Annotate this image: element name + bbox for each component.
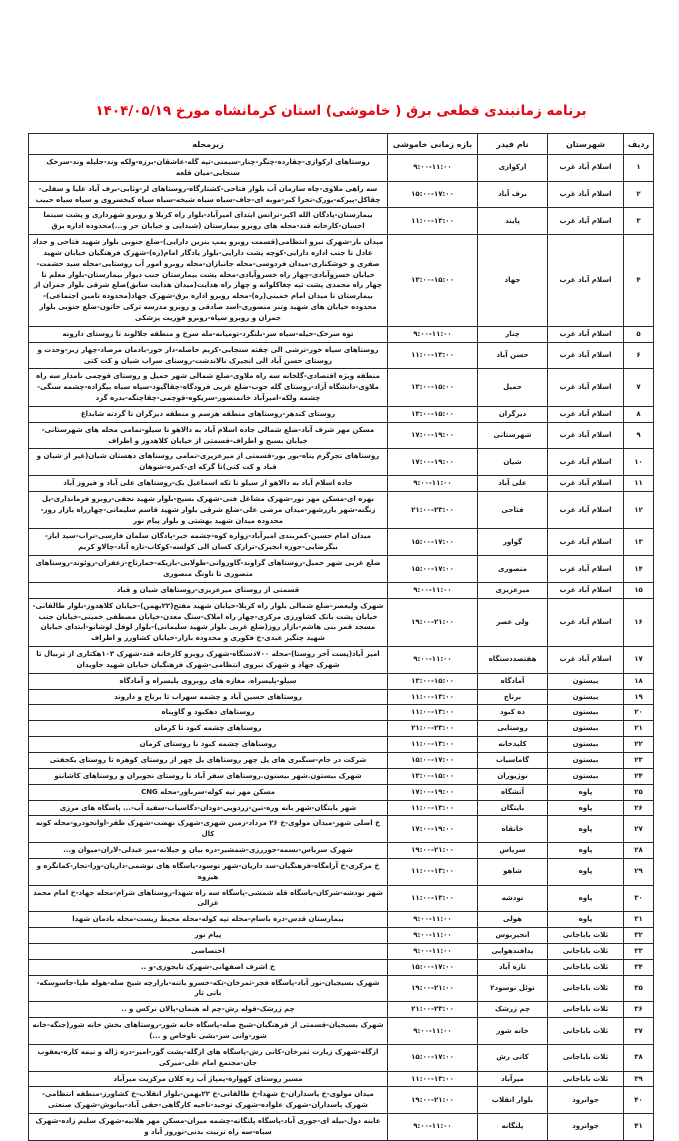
cell-area: سه راهی ملاوی-چاه سازمان آب بلوار فتاحی-کشتارگاه-روستاهای لر-وثابی-برف آباد علیا و سفلی-چقاکل-پیرکه-بورک-تجرا کبر-موبه ای-جاف-سیاه سیاه شیخه-سیاه سیاه کیخسروی و سیاه سیاه حبیب	[29, 181, 388, 208]
cell-time: ۹:۰۰-۱۱:۰۰	[388, 326, 478, 342]
table-row	[29, 975, 654, 1002]
table-row	[29, 1071, 654, 1087]
cell-feeder: شیان	[478, 449, 548, 476]
table-row	[29, 326, 654, 342]
cell-row: ۳۰	[624, 885, 654, 912]
cell-county: پاوه	[548, 912, 624, 928]
cell-county: اسلام آباد غرب	[548, 235, 624, 327]
cell-area: روستاهای تجرگرم پناه-بور بور-قسمتی از میرعزیزی-تمامی روستاهای دهستان شیان(غیر از شیان و قباد و کت کتی)تا گرکه ای-کمره-شوهان	[29, 449, 388, 476]
cell-county: اسلام آباد غرب	[548, 476, 624, 492]
cell-area: شهر بایتگان-شهر بانه وره-تین-زردویی-دودان-دگاسیاب-سفید آب-... پاسگاه های مرزی	[29, 800, 388, 816]
cell-area: چم زرشک-قوله رش-چم له هنمان-پالان نرکس و ..	[29, 1002, 388, 1018]
header-time: بازه زمانی خاموشی	[388, 134, 478, 155]
cell-area: شهرک بسیجیان-قسمتی از فرهنگیان-شیخ صله-پاسگاه خانه شور-روستاهای بخش خانه شور(جنگه-خانه شور-وانی سر-بشی ناوخاص و ...)	[29, 1018, 388, 1045]
table-header	[29, 134, 654, 155]
table-row	[29, 235, 654, 327]
cell-feeder: شاهو	[478, 858, 548, 885]
table-row	[29, 598, 654, 646]
cell-time: ۱۷:۰۰-۱۹:۰۰	[388, 422, 478, 449]
cell-feeder: خانقاه	[478, 816, 548, 843]
cell-county: بیستون	[548, 768, 624, 784]
table-row	[29, 342, 654, 369]
cell-row: ۳۴	[624, 959, 654, 975]
cell-row: ۳۳	[624, 943, 654, 959]
cell-time: ۲۱:۰۰-۲۳:۰۰	[388, 1002, 478, 1018]
cell-county: اسلام آباد غرب	[548, 155, 624, 182]
cell-area: سیلو-پلیسراه. مغازه های روبروی پلیسراه و آمادگاه	[29, 673, 388, 689]
cell-time: ۹:۰۰-۱۱:۰۰	[388, 912, 478, 928]
cell-feeder: ولی عصر	[478, 598, 548, 646]
cell-time: ۱۵:۰۰-۱۷:۰۰	[388, 1044, 478, 1071]
cell-feeder: چم زرشک	[478, 1002, 548, 1018]
cell-row: ۱	[624, 155, 654, 182]
cell-time: ۱۹:۰۰-۲۱:۰۰	[388, 598, 478, 646]
cell-row: ۳۱	[624, 912, 654, 928]
cell-feeder: خانه شور	[478, 1018, 548, 1045]
cell-area: بهره ای-مسکن مهر نور-شهرک مشاغل فنی-شهرک بسیج-بلوار شهید نجفی-روبرو فرمانداری-پل زنگنه-شهر بازرشهر-میدان مرضی علی-ضلع شرقی بلوار شهید قاسم سلیمانی-چهارراه بازار روز-محدوده میدان شهید بهشتی و بلوار پیام نور	[29, 491, 388, 529]
cell-county: اسلام آباد غرب	[548, 369, 624, 407]
cell-row: ۲۲	[624, 737, 654, 753]
cell-county: ثلاث باباجانی	[548, 1018, 624, 1045]
cell-row: ۹	[624, 422, 654, 449]
table-row	[29, 784, 654, 800]
cell-area: روستای کندهر-روستاهای منطقه هرسم و منطقه دیزگران تا گردنه شابداغ	[29, 406, 388, 422]
cell-row: ۵	[624, 326, 654, 342]
header-row	[29, 134, 654, 155]
cell-time: ۱۱:۰۰-۱۳:۰۰	[388, 1071, 478, 1087]
cell-area: روستاهای ارکوازی-چقارده-چنگر-چنار-سیمنی-تپه گله-عاشقان-برزه-ولکه وند-جلیله وند-سرخک سنجابی-میان قلعه	[29, 155, 388, 182]
table-row	[29, 705, 654, 721]
cell-row: ۳۸	[624, 1044, 654, 1071]
cell-area: ازگله-شهرک زیارت ثمرخان-کانی رش-پاسگاه های ازگله-پشت گور-امیر-دره ژاله و نیمه کاره-یعقوب جان-مجتمع امام علی-میرکی	[29, 1044, 388, 1071]
table-row	[29, 529, 654, 556]
cell-row: ۳۲	[624, 928, 654, 944]
cell-time: ۱۹:۰۰-۲۱:۰۰	[388, 975, 478, 1002]
outage-schedule-table	[28, 133, 654, 1141]
cell-feeder: توئل نوسود۲	[478, 975, 548, 1002]
cell-county: اسلام آباد غرب	[548, 598, 624, 646]
cell-area: خ اشرف اصفهانی-شهرک تایجوزی-و ..	[29, 959, 388, 975]
cell-row: ۱۵	[624, 582, 654, 598]
cell-feeder: تازه آباد	[478, 959, 548, 975]
table-row	[29, 155, 654, 182]
table-row	[29, 422, 654, 449]
cell-row: ۳۵	[624, 975, 654, 1002]
cell-county: اسلام آباد غرب	[548, 556, 624, 583]
cell-county: پاوه	[548, 885, 624, 912]
cell-time: ۱۳:۰۰-۱۵:۰۰	[388, 235, 478, 327]
cell-area: روستاهای چشمه کبود تا کرمان	[29, 721, 388, 737]
cell-row: ۳	[624, 208, 654, 235]
cell-feeder: میرآباد	[478, 1071, 548, 1087]
table-row	[29, 208, 654, 235]
cell-area: امیر آباد(پست آخر روستا)-محله ۷۰۰دستگاه-شهرک روبرو کارخانه قند-شهرک ۱۰۳هکتاری از تربیال تا شهرک جهاد و شهرک نیروی انتظامی-شهرک فرهنگیان خیابان شهید جاویدان	[29, 647, 388, 674]
cell-time: ۱۱:۰۰-۱۳:۰۰	[388, 858, 478, 885]
cell-area: شرکت در جام-سنگبری های پل چهر روستاهای پل چهر از روستای کوهره تا روستای یکجفتی	[29, 752, 388, 768]
cell-area: ضلع غربی شهر حمیل-روستاهای گراوند-گاوروانی-طولابی-بازیکه-خمارتاج-زعفران-روئوند-روستاهای منصوری تا ناونگ منصوری	[29, 556, 388, 583]
cell-feeder: شهرستانی	[478, 422, 548, 449]
cell-time: ۹:۰۰-۱۱:۰۰	[388, 582, 478, 598]
cell-county: پاوه	[548, 858, 624, 885]
cell-row: ۸	[624, 406, 654, 422]
cell-feeder: دیزگران	[478, 406, 548, 422]
cell-row: ۱۲	[624, 491, 654, 529]
cell-row: ۳۹	[624, 1071, 654, 1087]
cell-area: بیمارستان-پادگان الله اکبر-ترانس ابتدای امیرآباد-بلوار راه کربلا و روبرو شهرداری و پشت سینما احسان-کارخانه قند-محله های روبرو بیمارستان (شیدایی و خیابان حر و...)محدوده اداره برق	[29, 208, 388, 235]
cell-time: ۱۷:۰۰-۱۹:۰۰	[388, 784, 478, 800]
cell-feeder: پدافندهوایی	[478, 943, 548, 959]
table-row	[29, 1087, 654, 1114]
cell-county: اسلام آباد غرب	[548, 582, 624, 598]
cell-county: اسلام آباد غرب	[548, 342, 624, 369]
cell-area: روستاهای حسین آباد و چشمه سهراب تا برناج و داروند	[29, 689, 388, 705]
cell-area: خ اصلی شهر-میدان مولوی-خ ۲۶ مرداد-زمین شهری-شهرک نهضت-شهرک ظفر-اوانخودرو-محله کونه کال	[29, 816, 388, 843]
table-row	[29, 721, 654, 737]
table-row	[29, 768, 654, 784]
cell-row: ۱۴	[624, 556, 654, 583]
cell-feeder: بایتگان	[478, 800, 548, 816]
cell-county: جوانرود	[548, 1087, 624, 1114]
cell-row: ۶	[624, 342, 654, 369]
table-row	[29, 1002, 654, 1018]
cell-row: ۲۵	[624, 784, 654, 800]
cell-time: ۱۹:۰۰-۲۱:۰۰	[388, 1087, 478, 1114]
cell-feeder: میرعزیزی	[478, 582, 548, 598]
table-row	[29, 912, 654, 928]
cell-feeder: نودشه	[478, 885, 548, 912]
cell-time: ۱۷:۰۰-۱۹:۰۰	[388, 449, 478, 476]
cell-county: اسلام آباد غرب	[548, 491, 624, 529]
table-row	[29, 476, 654, 492]
table-body	[29, 155, 654, 1141]
cell-county: بیستون	[548, 673, 624, 689]
table-row	[29, 816, 654, 843]
cell-row: ۴۱	[624, 1114, 654, 1141]
table-row	[29, 928, 654, 944]
cell-feeder: گاماسیاب	[478, 752, 548, 768]
cell-county: اسلام آباد غرب	[548, 181, 624, 208]
cell-area: شهرک ولیعصر-ضلع شمالی بلوار راه کربلا-خیابان شهید مفتح(۲۲بهمن)-خیابان کلاهدوز-بلوار طالقانی-خیابان پشت بانک کشاورزی مرکزی-چهار راه املاک-سنگ معدن-خیابان مصطفی خمینی-خیابان جنب مسجد قمر بنی هاشم-بازار روز(ضلع غربی بلوار شهید سلیمانی)-بلوار لوفل لوشانو-ابتدای خیابان شهید چنگیز عبدی-خ فکوری و محدوده بازار-خیابان کشاورز و اطراف	[29, 598, 388, 646]
cell-row: ۷	[624, 369, 654, 407]
cell-county: اسلام آباد غرب	[548, 406, 624, 422]
cell-area: قسمتی از روستای میرعزیزی-روستاهای شیان و قباد	[29, 582, 388, 598]
cell-feeder: گواور	[478, 529, 548, 556]
cell-feeder: نوژیوران	[478, 768, 548, 784]
cell-county: پاوه	[548, 784, 624, 800]
cell-feeder: برف آباد	[478, 181, 548, 208]
cell-time: ۱۹:۰۰-۲۱:۰۰	[388, 843, 478, 859]
cell-time: ۹:۰۰-۱۱:۰۰	[388, 647, 478, 674]
cell-county: جوانرود	[548, 1114, 624, 1141]
table-row	[29, 737, 654, 753]
cell-time: ۱۱:۰۰-۱۳:۰۰	[388, 689, 478, 705]
cell-time: ۱۱:۰۰-۱۳:۰۰	[388, 885, 478, 912]
cell-county: اسلام آباد غرب	[548, 449, 624, 476]
cell-area: شهر نودشه-شرکان-پاسگاه قله شمشی-پاسگاه سه راه شهدا-روستاهای شرام-محله جهاد-خ امام محمد غزالی	[29, 885, 388, 912]
cell-row: ۱۸	[624, 673, 654, 689]
cell-time: ۹:۰۰-۱۱:۰۰	[388, 476, 478, 492]
cell-area: جاده اسلام آباد به دالاهو از سیلو تا تکه اسماعیل بک-روستاهای علی آباد و فیروز آباد	[29, 476, 388, 492]
cell-area: پیام نور	[29, 928, 388, 944]
cell-time: ۱۱:۰۰-۱۳:۰۰	[388, 705, 478, 721]
cell-time: ۱۷:۰۰-۱۹:۰۰	[388, 816, 478, 843]
cell-row: ۳۷	[624, 1018, 654, 1045]
cell-feeder: منصوری	[478, 556, 548, 583]
cell-county: بیستون	[548, 752, 624, 768]
cell-row: ۱۰	[624, 449, 654, 476]
cell-feeder: کانی رش	[478, 1044, 548, 1071]
cell-county: اسلام آباد غرب	[548, 647, 624, 674]
table-row	[29, 843, 654, 859]
cell-county: پاوه	[548, 843, 624, 859]
cell-feeder: پلنگانه	[478, 1114, 548, 1141]
table-row	[29, 943, 654, 959]
cell-row: ۲۳	[624, 752, 654, 768]
cell-time: ۱۳:۰۰-۱۵:۰۰	[388, 673, 478, 689]
table-row	[29, 1044, 654, 1071]
table-row	[29, 491, 654, 529]
cell-county: بیستون	[548, 737, 624, 753]
cell-row: ۳۶	[624, 1002, 654, 1018]
cell-time: ۹:۰۰-۱۱:۰۰	[388, 1018, 478, 1045]
cell-area: روستاهای چشمه کبود تا روستای کرمان	[29, 737, 388, 753]
table-row	[29, 959, 654, 975]
cell-feeder: ده کبود	[478, 705, 548, 721]
cell-area: میدان مولوی-خ پاسداران-خ شهدا-خ طالقانی-خ ۲۲بهمن-بلوار انقلاب-خ کشاورز-منطقه انتظامی-شهرک پاسداران-شهرک علواده-شهرک توحید-ناحیه کارگاهی-حقی آباد-بیانوش-شهرک صنعتی	[29, 1087, 388, 1114]
cell-county: ثلاث باباجانی	[548, 975, 624, 1002]
cell-feeder: ارکوازی	[478, 155, 548, 182]
cell-feeder: بلوار انقلاب	[478, 1087, 548, 1114]
table-row	[29, 800, 654, 816]
cell-time: ۱۵:۰۰-۱۷:۰۰	[388, 959, 478, 975]
header-feeder: نام فیدر	[478, 134, 548, 155]
cell-time: ۱۵:۰۰-۱۷:۰۰	[388, 752, 478, 768]
cell-feeder: پایند	[478, 208, 548, 235]
cell-row: ۱۷	[624, 647, 654, 674]
cell-feeder: حمیل	[478, 369, 548, 407]
cell-row: ۲۹	[624, 858, 654, 885]
cell-row: ۱۱	[624, 476, 654, 492]
cell-row: ۲۴	[624, 768, 654, 784]
cell-row: ۱۶	[624, 598, 654, 646]
cell-row: ۲	[624, 181, 654, 208]
cell-time: ۱۱:۰۰-۱۳:۰۰	[388, 800, 478, 816]
cell-county: ثلاث باباجانی	[548, 943, 624, 959]
cell-area: شهرک سریاس-نسمه-جوررزی-شمشیر-دره بیان و جیلانه-میر عبدلی-لاران-میوان و...	[29, 843, 388, 859]
header-area: زیرمحله	[29, 134, 388, 155]
cell-county: اسلام آباد غرب	[548, 422, 624, 449]
cell-area: مسکن مهر شرف آباد-ضلع شمالی جاده اسلام آباد به دالاهو تا سیلو-تمامی محله های شهرستانی-خیابان بسیج و اطراف-قسمتی از خیابان کلاهدوز و اطراف	[29, 422, 388, 449]
cell-time: ۱۵:۰۰-۱۷:۰۰	[388, 181, 478, 208]
cell-time: ۱۳:۰۰-۱۵:۰۰	[388, 768, 478, 784]
cell-time: ۱۱:۰۰-۱۳:۰۰	[388, 208, 478, 235]
cell-time: ۱۵:۰۰-۱۷:۰۰	[388, 529, 478, 556]
cell-time: ۹:۰۰-۱۱:۰۰	[388, 1114, 478, 1141]
cell-feeder: حسن آباد	[478, 342, 548, 369]
cell-row: ۲۱	[624, 721, 654, 737]
cell-time: ۱۳:۰۰-۱۵:۰۰	[388, 406, 478, 422]
cell-feeder: هولی	[478, 912, 548, 928]
cell-row: ۲۷	[624, 816, 654, 843]
cell-row: ۴	[624, 235, 654, 327]
cell-area: میدان امام حسین-کمربندی امیرآباد-زواره کوه-چشمه خبر-پادگان سلمان فارسی-تراب-سید ایاز-بیگرضایی-جوزه انجیرک-ترازک کسان الی کولسه-کوکاب-تازه آباد-چالاو کریم	[29, 529, 388, 556]
cell-row: ۲۰	[624, 705, 654, 721]
table-row	[29, 689, 654, 705]
cell-county: اسلام آباد غرب	[548, 208, 624, 235]
cell-area: اختصاصی	[29, 943, 388, 959]
cell-county: بیستون	[548, 705, 624, 721]
cell-feeder: انجیربوس	[478, 928, 548, 944]
cell-row: ۲۸	[624, 843, 654, 859]
cell-feeder: سریاس	[478, 843, 548, 859]
cell-feeder: چنار	[478, 326, 548, 342]
cell-area: مسیر روستای کهواره-پمپاژ آب زه کلان مرکزیت میرآباد	[29, 1071, 388, 1087]
cell-county: ثلاث باباجانی	[548, 1044, 624, 1071]
cell-area: روستاهای سیاه خور-ترشی الی چفته سنجابی-کریم حاصله-دار خور-بادمان مرصاد-چهار زبر-وحدت و روستای حسن آباد الی انجیرک نالاندشت-روستای سراب شیان و کت کتی	[29, 342, 388, 369]
table-row	[29, 752, 654, 768]
header-row-number: ردیف	[624, 134, 654, 155]
cell-area: مسکن مهر تپه کوله-سرباور-محله CNG	[29, 784, 388, 800]
cell-row: ۱۹	[624, 689, 654, 705]
cell-county: ثلاث باباجانی	[548, 959, 624, 975]
table-row	[29, 1018, 654, 1045]
cell-feeder: علی آباد	[478, 476, 548, 492]
cell-feeder: آمادگاه	[478, 673, 548, 689]
table-row	[29, 885, 654, 912]
cell-county: اسلام آباد غرب	[548, 326, 624, 342]
cell-area: روستاهای دهکبود و گاوپناه	[29, 705, 388, 721]
table-row	[29, 181, 654, 208]
cell-area: شهرک بسیجیان-نور آباد-پاسگاه فجر-ثمرخان-تکه-خسرو باتنه-بازارچه شیخ صله-هوله طیا-جاسوسکه-بانی تار	[29, 975, 388, 1002]
cell-county: پاوه	[548, 800, 624, 816]
cell-feeder: آتشگاه	[478, 784, 548, 800]
cell-feeder: روستایی	[478, 721, 548, 737]
cell-time: ۲۱:۰۰-۲۳:۰۰	[388, 491, 478, 529]
cell-feeder: فتاحی	[478, 491, 548, 529]
cell-area: توه سرخک-خیله-سیاه سر-بلنگرد-تومیانه-مله سرخ و منطقه جلالوند تا روستای دارونه	[29, 326, 388, 342]
cell-county: ثلاث باباجانی	[548, 928, 624, 944]
cell-county: بیستون	[548, 689, 624, 705]
cell-county: پاوه	[548, 816, 624, 843]
cell-time: ۱۱:۰۰-۱۳:۰۰	[388, 737, 478, 753]
cell-time: ۹:۰۰-۱۱:۰۰	[388, 943, 478, 959]
table-row	[29, 1114, 654, 1141]
cell-time: ۱۱:۰۰-۱۳:۰۰	[388, 342, 478, 369]
cell-county: ثلاث باباجانی	[548, 1071, 624, 1087]
cell-area: خ مرکزی-خ آرامگاه-فرهنگیان-سد داریان-شهر نوسود-پاسگاه های نوشمی-داریان-ورا-نجار-کمانگره و هیروه	[29, 858, 388, 885]
cell-row: ۴۰	[624, 1087, 654, 1114]
cell-county: اسلام آباد غرب	[548, 529, 624, 556]
table-row	[29, 406, 654, 422]
table-row	[29, 369, 654, 407]
table-row	[29, 556, 654, 583]
cell-row: ۲۶	[624, 800, 654, 816]
table-row	[29, 582, 654, 598]
table-row	[29, 647, 654, 674]
page-title: برنامه زمانبندی قطعی برق ( خاموشی) استان کرمانشاه مورخ ۱۴۰۴/۰۵/۱۹	[95, 103, 587, 119]
table-row	[29, 449, 654, 476]
cell-area: منطقه ویژه اقتصادی-گلخانه سه راه ملاوی-ضلع شمالی شهر حمیل و روستای قوچمی نامدار سه راه ملاوی-دانشگاه آزاد-روستای گله جوب-ضلع غربی فرودگاه-چقاگیود-سیاه سیاه بیگزاده-چشمه سنگی-چشمه ولکه-امیرآباد خانمنصور-سریکوه-قوچمی-چقاچنگه-بدره گرد	[29, 369, 388, 407]
header-county: شهرستان	[548, 134, 624, 155]
cell-county: ثلاث باباجانی	[548, 1002, 624, 1018]
cell-feeder: برناج	[478, 689, 548, 705]
cell-row: ۱۳	[624, 529, 654, 556]
cell-feeder: جهاد	[478, 235, 548, 327]
cell-area: بیمارستان قدس-دره باسام-محله تپه کوله-محله محیط زیست-محله یادمان شهدا	[29, 912, 388, 928]
cell-county: بیستون	[548, 721, 624, 737]
cell-time: ۱۵:۰۰-۱۷:۰۰	[388, 556, 478, 583]
cell-area: عابنه دول-بیله ای-جوری آباد-پاسگاه پلنگانه-چشمه میران-مسکن مهر هلانیه-شهرک سلیم زاده-شهرک سیاه-سه راه تربیت بدنی-نوروز آباد و	[29, 1114, 388, 1141]
cell-time: ۹:۰۰-۱۱:۰۰	[388, 928, 478, 944]
cell-time: ۹:۰۰-۱۱:۰۰	[388, 155, 478, 182]
table-row	[29, 858, 654, 885]
table-row	[29, 673, 654, 689]
cell-time: ۲۱:۰۰-۲۳:۰۰	[388, 721, 478, 737]
cell-time: ۱۳:۰۰-۱۵:۰۰	[388, 369, 478, 407]
cell-feeder: هفتصددستگاه	[478, 647, 548, 674]
cell-area: شهرک بیستون.شهر بیستون.روستاهای سفر آباد تا روستای نجوبران و روستاهای کاشانتو	[29, 768, 388, 784]
cell-area: میدان بار-شهرک نیرو انتظامی(قسمت روبرو پمپ بنزین دارایی)-ضلع جنوبی بلوار شهید فتاحی و جداد عادل تا جنب اداره دارایی-کوچه پشت دارایی-بلوار یادگار امام(ره)-شهرک فرهنگیان خیابان شهید صفری و خوشکناری-میدان فردوسی-محله جانبازان-محله روبرو امور آب روستایی-محله سید حشمت-خیابان خسروآبادی-چهار راه خسروآبادی-محله پشت بیمارستان جنب دیوار بیمارستان-بلوار معلم تا چهار راه محمدی پشت تپه چغاکلوانه و چهار راه هدایت(میدان هدایت سابق)ضلع شرقی بلوار جمران از بیمارستان تا میدان امام خمینی(ره)-محله روبرو اداره برق-شهرک جهاد(محدوده تامین اجتماعی)-محدوده خیابان های شهید وتنر منصوری-اسد صادقی و روبرو مدرسه ترکی خاتون-ضلع جنوبی بلوار جمران و روبرو سپاه-روبرو فوریت پزشکی	[29, 235, 388, 327]
cell-feeder: کلیدخانه	[478, 737, 548, 753]
